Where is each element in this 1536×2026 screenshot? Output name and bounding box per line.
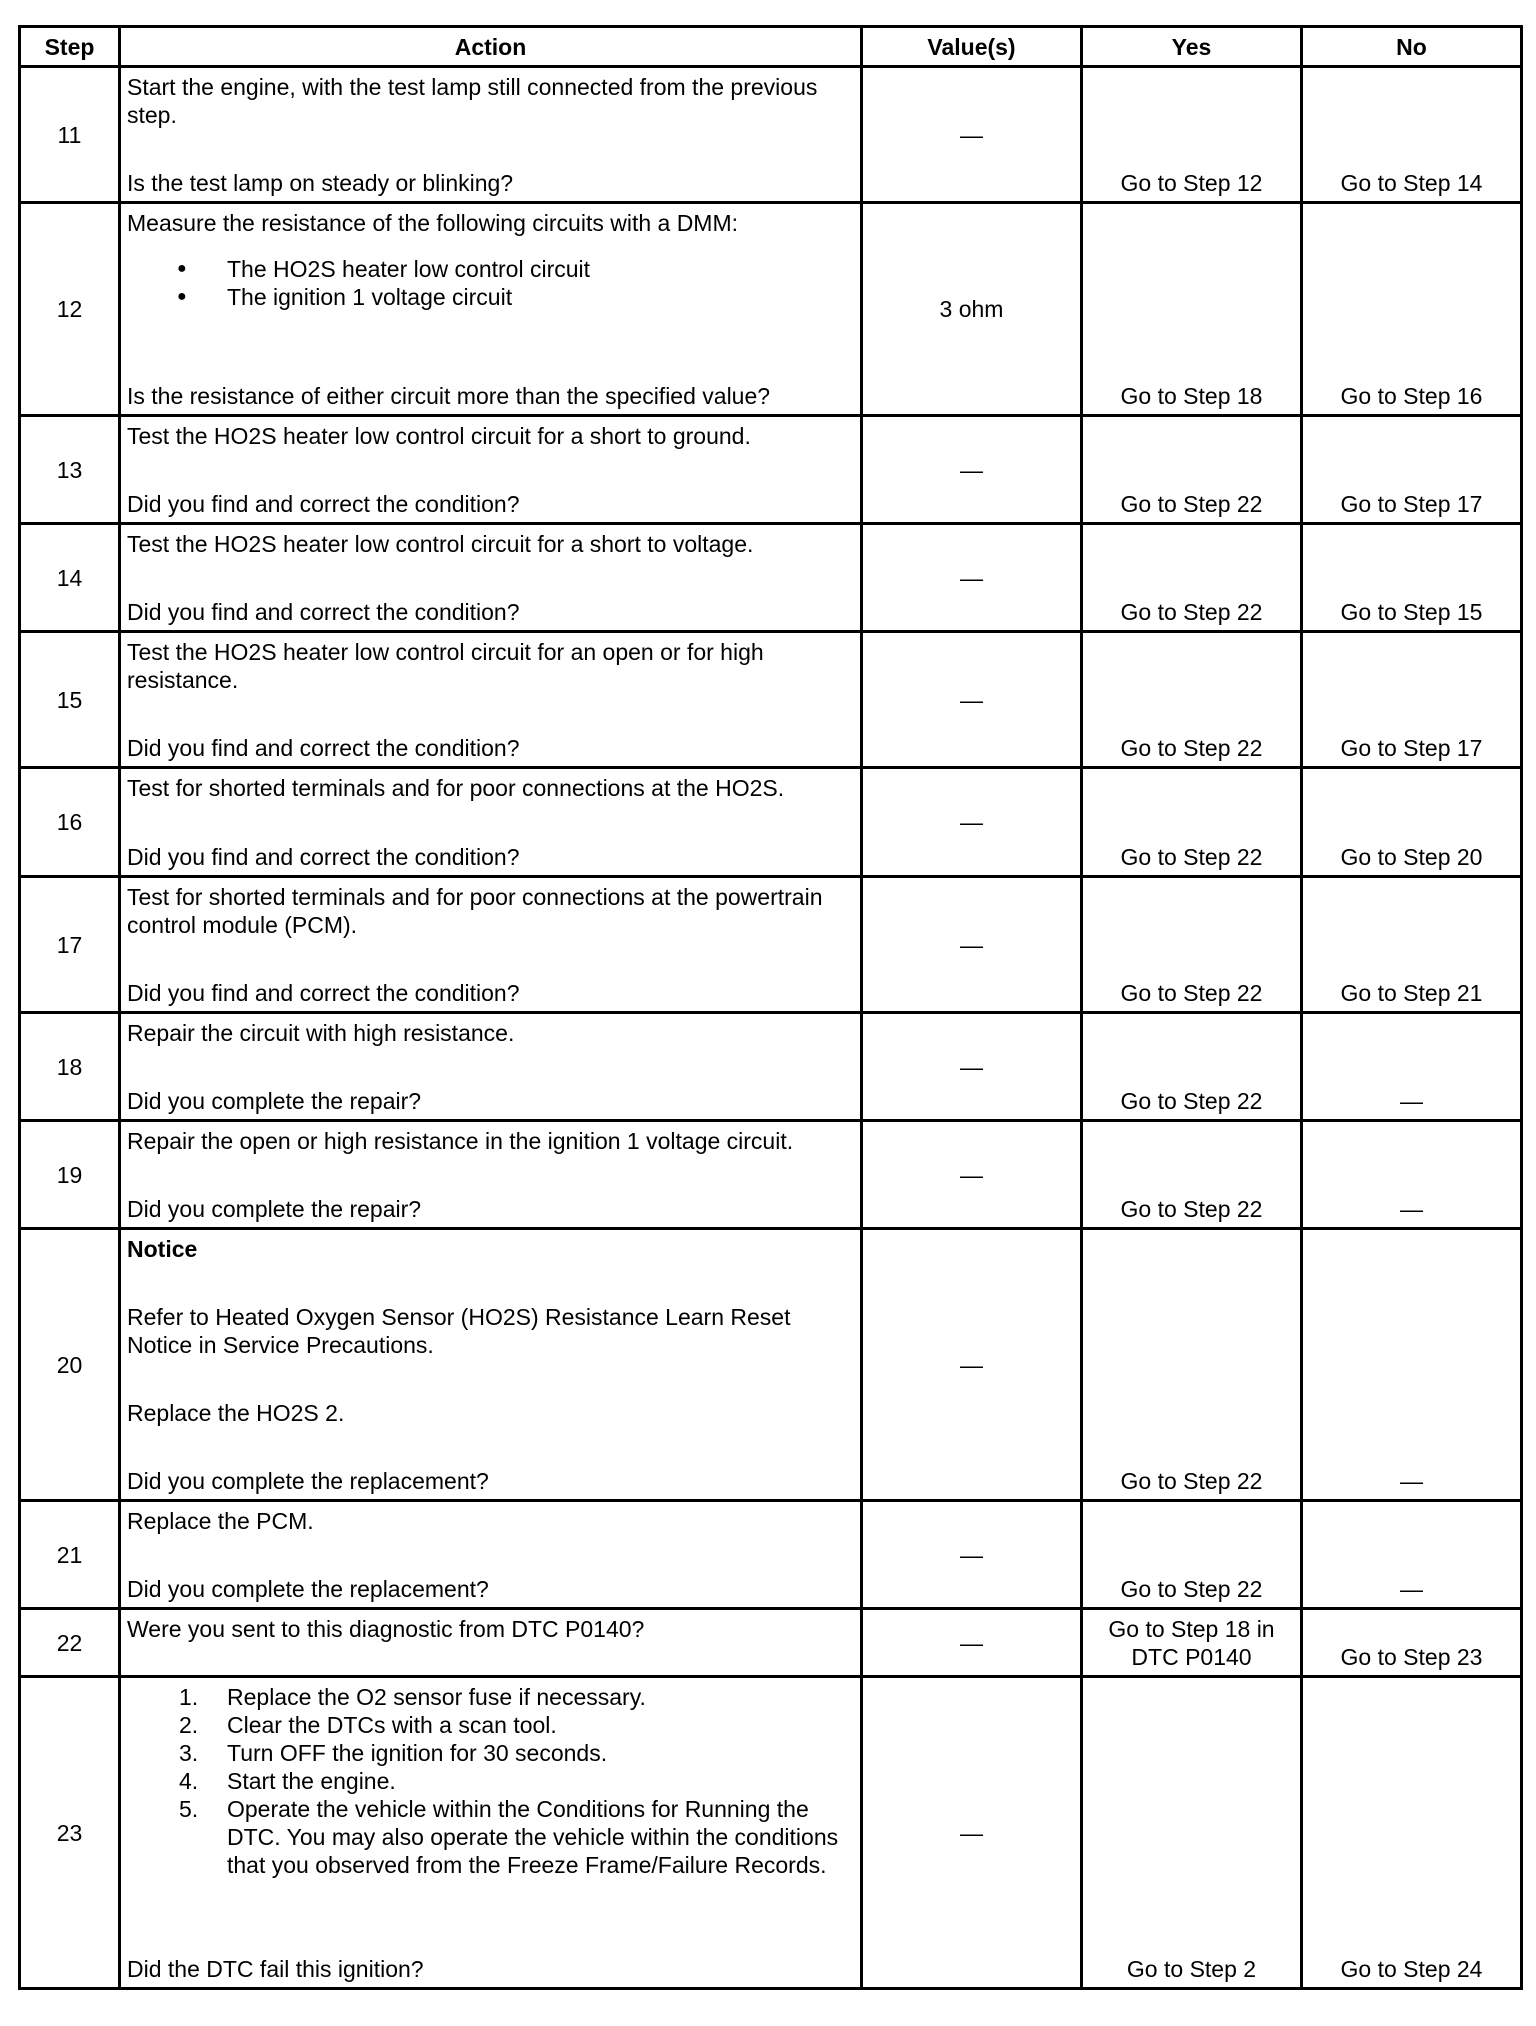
action-question: Did you complete the repair? bbox=[127, 1196, 422, 1222]
table-row bbox=[20, 1677, 1522, 1989]
action-question: Did you find and correct the condition? bbox=[127, 844, 520, 870]
notice-label: Notice bbox=[127, 1236, 198, 1262]
step-number: 21 bbox=[20, 1501, 120, 1609]
action-cell bbox=[120, 1501, 862, 1609]
step-number: 11 bbox=[20, 67, 120, 203]
no-cell: Go to Step 17 bbox=[1302, 632, 1522, 768]
action-question: Did you complete the replacement? bbox=[127, 1468, 489, 1494]
action-question: Is the resistance of either circuit more than the specified value? bbox=[127, 383, 771, 409]
numbered-item: 3. Turn OFF the ignition for 30 seconds. bbox=[179, 1740, 608, 1766]
action-text: Test for shorted terminals and for poor connections at the HO2S. bbox=[127, 775, 785, 801]
action-text: Repair the circuit with high resistance. bbox=[127, 1020, 515, 1046]
action-cell bbox=[120, 416, 862, 524]
action-instructions bbox=[127, 1615, 854, 1643]
value-cell: — bbox=[862, 1013, 1082, 1121]
action-cell bbox=[120, 524, 862, 632]
yes-cell: Go to Step 22 bbox=[1082, 768, 1302, 877]
action-content bbox=[127, 1235, 854, 1495]
action-content bbox=[127, 883, 854, 1007]
action-instructions bbox=[127, 1507, 854, 1535]
action-instructions bbox=[127, 73, 854, 129]
table-header-row bbox=[20, 27, 1522, 67]
yes-cell: Go to Step 22 bbox=[1082, 1229, 1302, 1501]
action-text: Start the engine, with the test lamp still connected from the previous step. bbox=[127, 74, 818, 128]
value-cell: — bbox=[862, 67, 1082, 203]
action-instructions bbox=[127, 638, 854, 694]
action-question: Did you complete the replacement? bbox=[127, 1576, 489, 1602]
action-instructions bbox=[127, 1019, 854, 1047]
value-cell: — bbox=[862, 1501, 1082, 1609]
bullet-item: ● The HO2S heater low control circuit bbox=[127, 255, 854, 283]
table-row bbox=[20, 877, 1522, 1013]
table-row bbox=[20, 1229, 1522, 1501]
action-content bbox=[127, 209, 854, 410]
action-content bbox=[127, 1507, 854, 1603]
yes-cell: Go to Step 22 bbox=[1082, 1501, 1302, 1609]
spacer bbox=[127, 1359, 854, 1399]
yes-cell: Go to Step 22 bbox=[1082, 1121, 1302, 1229]
action-text: Were you sent to this diagnostic from DTC P0140? bbox=[127, 1616, 645, 1642]
action-instructions bbox=[127, 1683, 854, 1897]
step-number: 22 bbox=[20, 1609, 120, 1677]
action-instructions bbox=[127, 774, 854, 802]
header-action: Action bbox=[120, 27, 862, 67]
no-cell: — bbox=[1302, 1013, 1522, 1121]
value-cell: — bbox=[862, 1609, 1082, 1677]
table-row bbox=[20, 1501, 1522, 1609]
no-cell: Go to Step 16 bbox=[1302, 203, 1522, 416]
action-cell bbox=[120, 1677, 862, 1989]
action-cell bbox=[120, 1121, 862, 1229]
no-cell: Go to Step 21 bbox=[1302, 877, 1522, 1013]
action-cell bbox=[120, 632, 862, 768]
action-question: Is the test lamp on steady or blinking? bbox=[127, 170, 514, 196]
item-number: 2. bbox=[179, 1712, 199, 1738]
value-cell: 3 ohm bbox=[862, 203, 1082, 416]
no-cell: Go to Step 15 bbox=[1302, 524, 1522, 632]
action-cell bbox=[120, 877, 862, 1013]
action-instructions bbox=[127, 422, 854, 450]
yes-cell: Go to Step 22 bbox=[1082, 632, 1302, 768]
value-cell: — bbox=[862, 632, 1082, 768]
item-number: 3. bbox=[179, 1740, 199, 1766]
step-number: 23 bbox=[20, 1677, 120, 1989]
numbered-list bbox=[127, 1683, 854, 1879]
step-number: 14 bbox=[20, 524, 120, 632]
action-content bbox=[127, 774, 854, 871]
action-question: Did you find and correct the condition? bbox=[127, 980, 520, 1006]
table-row bbox=[20, 67, 1522, 203]
yes-cell: Go to Step 22 bbox=[1082, 416, 1302, 524]
step-number: 17 bbox=[20, 877, 120, 1013]
no-cell: Go to Step 24 bbox=[1302, 1677, 1522, 1989]
action-question: Did the DTC fail this ignition? bbox=[127, 1956, 424, 1982]
header-yes: Yes bbox=[1082, 27, 1302, 67]
table-row bbox=[20, 1609, 1522, 1677]
action-question: Did you find and correct the condition? bbox=[127, 735, 520, 761]
spacer bbox=[127, 1263, 854, 1303]
item-number: 5. bbox=[179, 1796, 199, 1822]
no-cell: — bbox=[1302, 1229, 1522, 1501]
no-cell: Go to Step 17 bbox=[1302, 416, 1522, 524]
action-text: Test the HO2S heater low control circuit for a short to ground. bbox=[127, 423, 751, 449]
yes-cell: Go to Step 12 bbox=[1082, 67, 1302, 203]
action-question: Did you find and correct the condition? bbox=[127, 599, 520, 625]
no-cell: — bbox=[1302, 1121, 1522, 1229]
action-content bbox=[127, 1615, 854, 1671]
action-cell bbox=[120, 1609, 862, 1677]
table-row bbox=[20, 416, 1522, 524]
action-instructions bbox=[127, 209, 854, 329]
action-text: Refer to Heated Oxygen Sensor (HO2S) Resistance Learn Reset Notice in Service Precautions. bbox=[127, 1304, 791, 1358]
numbered-item: 5. Operate the vehicle within the Conditions for Running the DTC. You may also operate the vehicle within the conditions that you observed from the Freeze Frame/Failure Records. bbox=[179, 1796, 839, 1878]
yes-cell: Go to Step 22 bbox=[1082, 524, 1302, 632]
step-number: 20 bbox=[20, 1229, 120, 1501]
step-number: 16 bbox=[20, 768, 120, 877]
table-body bbox=[20, 67, 1522, 1989]
table-row bbox=[20, 203, 1522, 416]
action-text: Test the HO2S heater low control circuit for an open or for high resistance. bbox=[127, 639, 764, 693]
diagnostic-table bbox=[18, 25, 1523, 1990]
numbered-item: 1. Replace the O2 sensor fuse if necessary. bbox=[179, 1684, 646, 1710]
yes-cell: Go to Step 2 bbox=[1082, 1677, 1302, 1989]
table-row bbox=[20, 1013, 1522, 1121]
action-content bbox=[127, 530, 854, 626]
bullet-list bbox=[127, 255, 854, 311]
action-text: Repair the open or high resistance in the ignition 1 voltage circuit. bbox=[127, 1128, 794, 1154]
step-number: 12 bbox=[20, 203, 120, 416]
header-step: Step bbox=[20, 27, 120, 67]
action-instructions bbox=[127, 1235, 854, 1427]
value-cell: — bbox=[862, 1121, 1082, 1229]
step-number: 13 bbox=[20, 416, 120, 524]
action-text: Measure the resistance of the following circuits with a DMM: bbox=[127, 210, 739, 236]
action-question: Did you complete the repair? bbox=[127, 1088, 422, 1114]
table-row bbox=[20, 524, 1522, 632]
yes-cell: Go to Step 22 bbox=[1082, 877, 1302, 1013]
action-instructions bbox=[127, 883, 854, 939]
value-cell: — bbox=[862, 1677, 1082, 1989]
action-content bbox=[127, 1019, 854, 1115]
action-content bbox=[127, 1127, 854, 1223]
item-number: 1. bbox=[179, 1684, 199, 1710]
value-cell: — bbox=[862, 877, 1082, 1013]
action-cell bbox=[120, 1013, 862, 1121]
action-content bbox=[127, 1683, 854, 1983]
action-cell bbox=[120, 67, 862, 203]
value-cell: — bbox=[862, 416, 1082, 524]
table-row bbox=[20, 1121, 1522, 1229]
numbered-item: 4. Start the engine. bbox=[179, 1768, 396, 1794]
action-instructions bbox=[127, 530, 854, 558]
table-row bbox=[20, 768, 1522, 877]
action-cell bbox=[120, 1229, 862, 1501]
action-cell bbox=[120, 203, 862, 416]
action-text: Replace the HO2S 2. bbox=[127, 1400, 345, 1426]
yes-cell: Go to Step 18 bbox=[1082, 203, 1302, 416]
yes-cell: Go to Step 22 bbox=[1082, 1013, 1302, 1121]
header-no: No bbox=[1302, 27, 1522, 67]
action-text: Replace the PCM. bbox=[127, 1508, 314, 1534]
action-content bbox=[127, 73, 854, 197]
value-cell: — bbox=[862, 768, 1082, 877]
action-content bbox=[127, 422, 854, 518]
numbered-item: 2. Clear the DTCs with a scan tool. bbox=[179, 1712, 557, 1738]
action-cell bbox=[120, 768, 862, 877]
step-number: 15 bbox=[20, 632, 120, 768]
action-question: Did you find and correct the condition? bbox=[127, 491, 520, 517]
value-cell: — bbox=[862, 524, 1082, 632]
yes-cell: Go to Step 18 in DTC P0140 bbox=[1082, 1609, 1302, 1677]
no-cell: Go to Step 20 bbox=[1302, 768, 1522, 877]
action-content bbox=[127, 638, 854, 762]
no-cell: Go to Step 14 bbox=[1302, 67, 1522, 203]
table-row bbox=[20, 632, 1522, 768]
value-cell: — bbox=[862, 1229, 1082, 1501]
no-cell: Go to Step 23 bbox=[1302, 1609, 1522, 1677]
diagnostic-document bbox=[18, 25, 1523, 1990]
step-number: 18 bbox=[20, 1013, 120, 1121]
action-text: Test the HO2S heater low control circuit for a short to voltage. bbox=[127, 531, 754, 557]
no-cell: — bbox=[1302, 1501, 1522, 1609]
action-text: Test for shorted terminals and for poor connections at the powertrain control module (PCM). bbox=[127, 884, 823, 938]
header-values: Value(s) bbox=[862, 27, 1082, 67]
action-instructions bbox=[127, 1127, 854, 1155]
item-number: 4. bbox=[179, 1768, 199, 1794]
bullet-item: ● The ignition 1 voltage circuit bbox=[127, 283, 854, 311]
step-number: 19 bbox=[20, 1121, 120, 1229]
